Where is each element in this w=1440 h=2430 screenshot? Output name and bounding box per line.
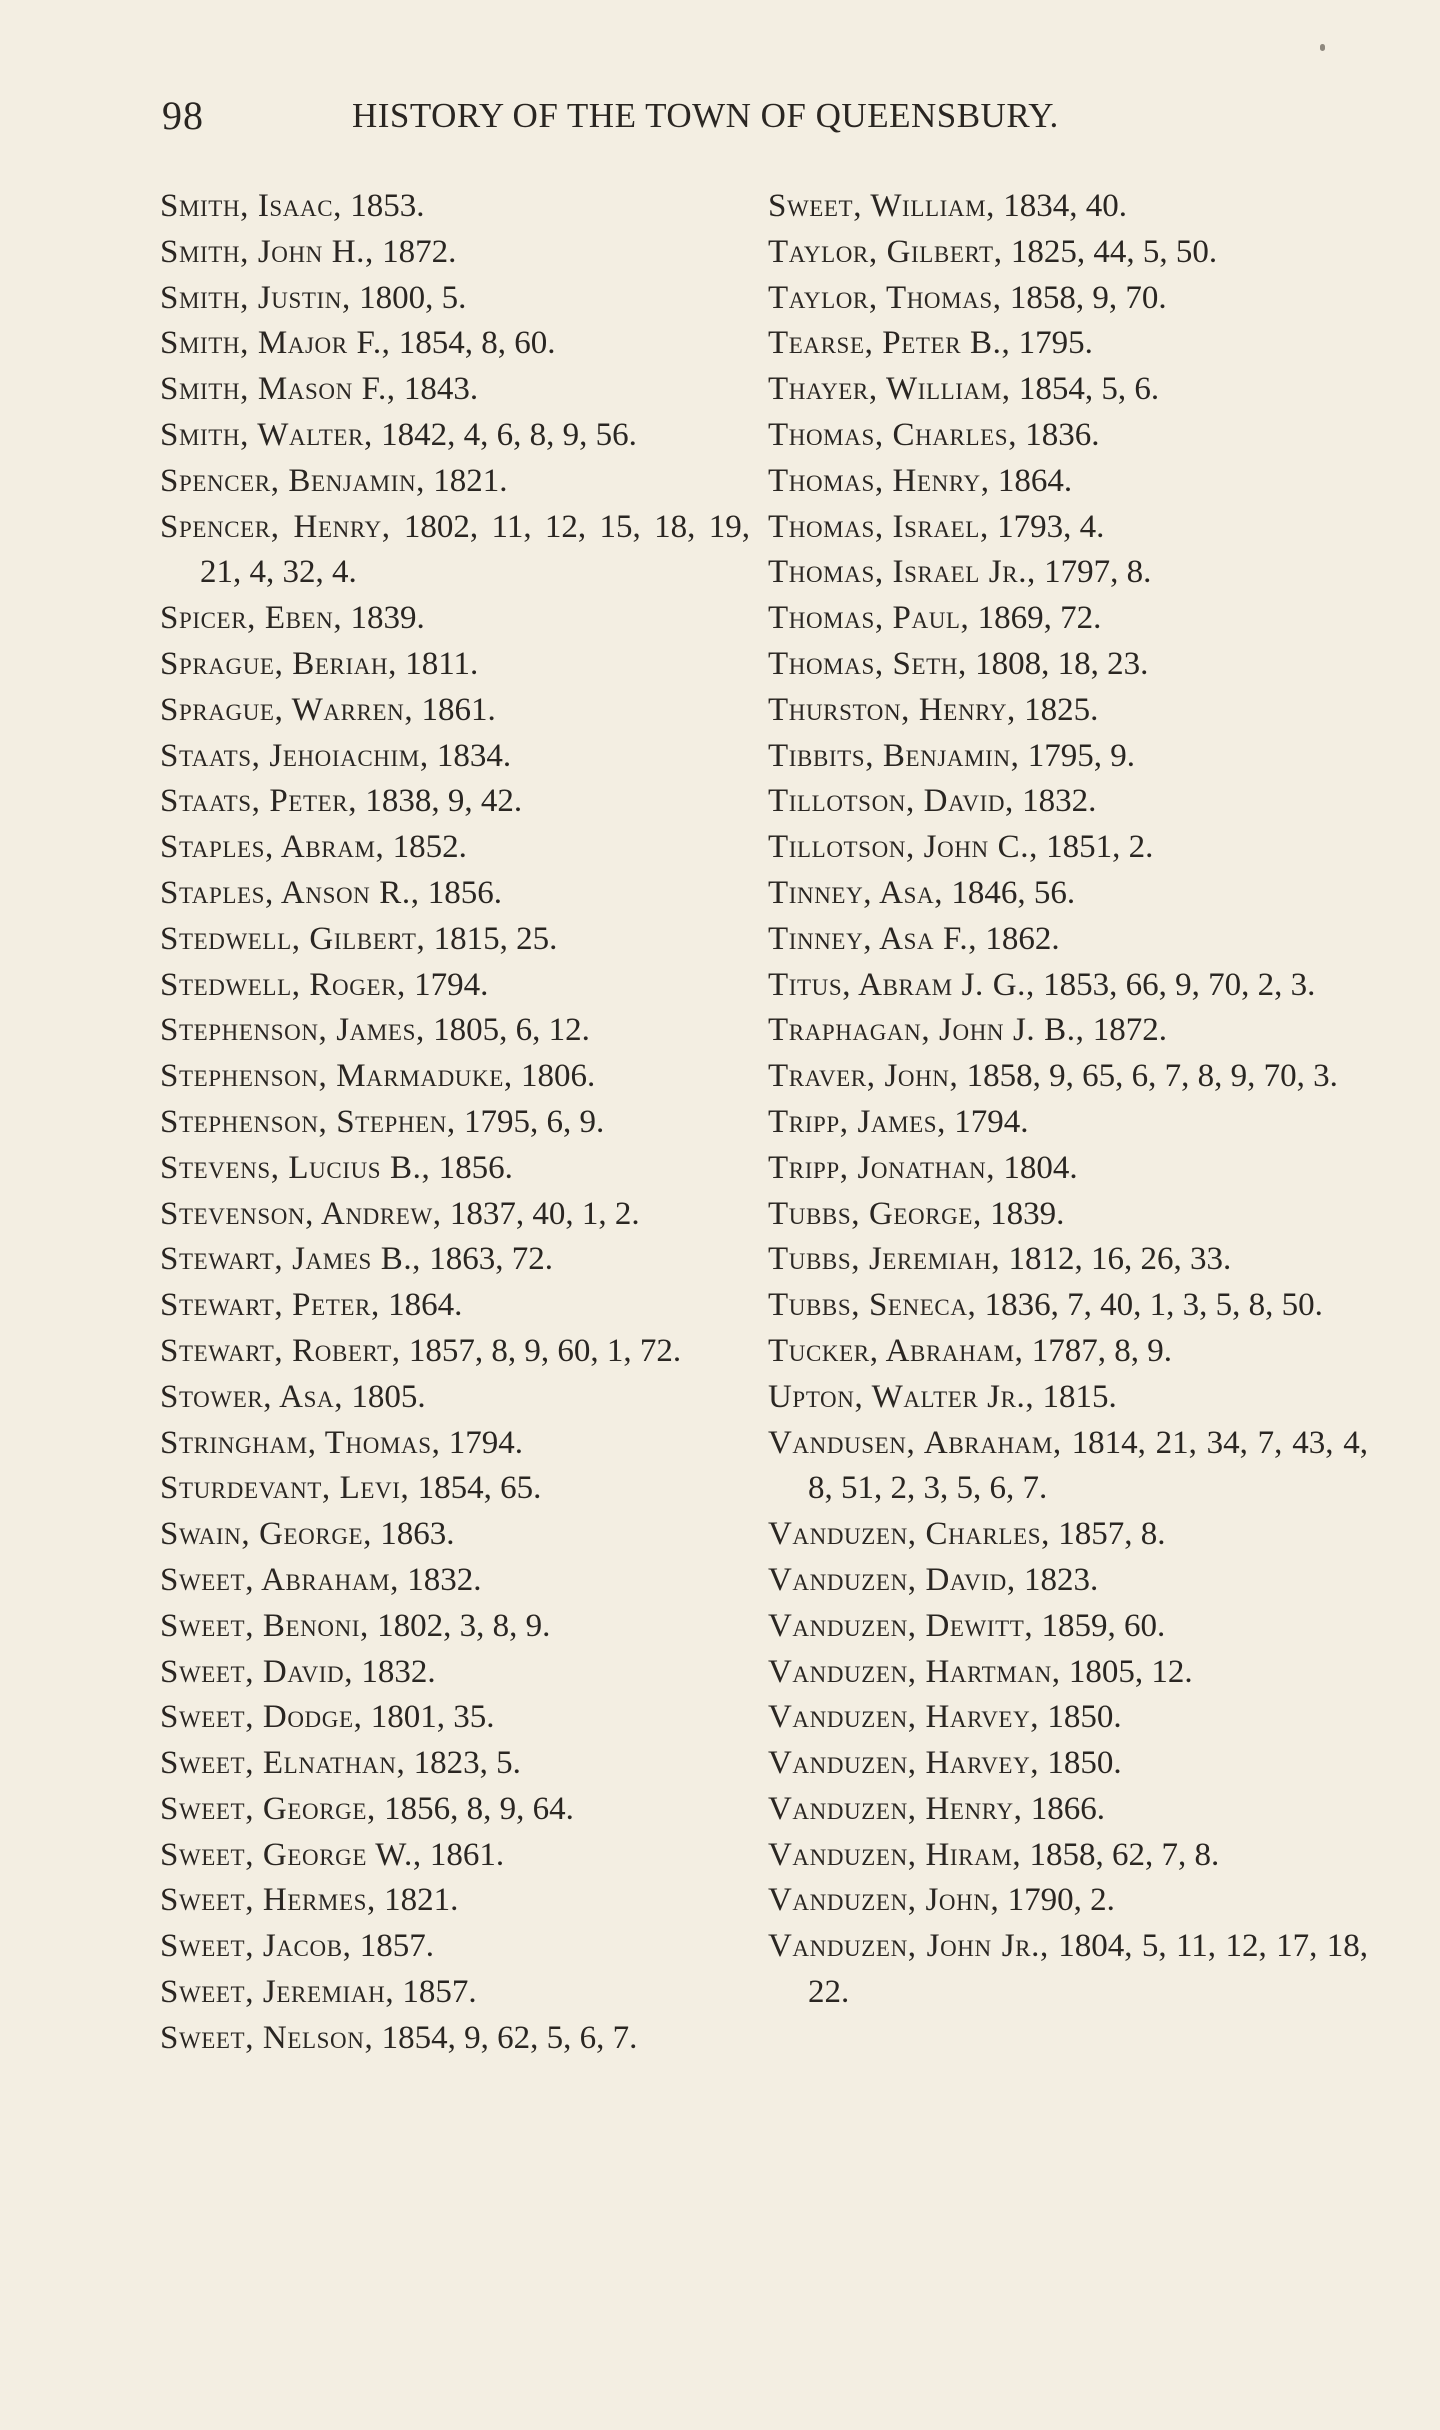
index-entry — [160, 1375, 750, 1421]
entry-name: Tubbs, Jeremiah, — [768, 1241, 1001, 1278]
entry-years: 1864. — [379, 1287, 463, 1324]
entry-years: 1836, 7, 40, 1, 3, 5, 8, 50. — [976, 1287, 1323, 1324]
entry-years: 1801, 35. — [362, 1699, 495, 1736]
entry-years: 1850. — [1039, 1745, 1122, 1782]
entry-name: Tibbits, Benjamin, — [768, 737, 1020, 774]
index-entry — [768, 734, 1368, 780]
entry-name: Staples, Abram, — [160, 829, 385, 866]
index-entry — [160, 1924, 750, 1970]
index-entry — [160, 917, 750, 963]
entry-name: Vanduzen, Charles, — [768, 1516, 1050, 1553]
index-entry — [768, 184, 1368, 230]
entry-name: Stedwell, Gilbert, — [160, 920, 426, 957]
index-entry — [768, 1100, 1368, 1146]
entry-years: 1856. — [419, 874, 503, 911]
entry-years: 1858, 9, 70. — [1001, 279, 1167, 316]
entry-name: Stedwell, Roger, — [160, 966, 406, 1003]
entry-name: Sprague, Beriah, — [160, 645, 397, 682]
entry-years: 1815, 25. — [425, 920, 558, 957]
entry-name: Tinney, Asa F., — [768, 920, 978, 957]
entry-years: 1843. — [395, 371, 479, 408]
entry-years: 1861. — [421, 1836, 505, 1873]
index-entry — [160, 1283, 750, 1329]
ink-speck — [1320, 44, 1325, 51]
entry-name: Smith, Mason F., — [160, 371, 396, 408]
entry-years: 1802, 11, 12, 15, 18, 19, 21, 4, 32, 4. — [200, 508, 750, 591]
index-entry — [160, 505, 750, 597]
index-entry — [768, 1146, 1368, 1192]
index-entry — [768, 230, 1368, 276]
entry-name: Vanduzen, Harvey, — [768, 1745, 1040, 1782]
index-entry — [768, 963, 1368, 1009]
entry-years: 1854, 9, 62, 5, 6, 7. — [373, 2019, 638, 2056]
entry-years: 1854, 8, 60. — [390, 325, 556, 362]
index-entry — [768, 596, 1368, 642]
index-entry — [768, 1741, 1368, 1787]
entry-name: Stevens, Lucius B., — [160, 1149, 431, 1186]
index-entry — [768, 550, 1368, 596]
index-entry — [160, 1650, 750, 1696]
index-entry — [160, 1970, 750, 2016]
index-entry — [160, 1237, 750, 1283]
entry-name: Spencer, Benjamin, — [160, 462, 426, 499]
index-entry — [768, 276, 1368, 322]
entry-name: Tubbs, Seneca, — [768, 1287, 977, 1324]
index-entry — [160, 1833, 750, 1879]
entry-name: Sweet, Jeremiah, — [160, 1974, 395, 2011]
entry-name: Traver, John, — [768, 1058, 959, 1095]
entry-name: Staats, Jehoiachim, — [160, 737, 429, 774]
index-entry — [768, 1787, 1368, 1833]
entry-years: 1838, 9, 42. — [357, 783, 523, 820]
index-entry — [768, 1924, 1368, 2016]
entry-name: Spicer, Eben, — [160, 600, 343, 637]
entry-name: Sweet, David, — [160, 1653, 354, 1690]
entry-name: Sweet, Hermes, — [160, 1882, 376, 1919]
entry-name: Spencer, Henry, — [160, 508, 391, 545]
index-entry — [768, 1237, 1368, 1283]
index-entry — [768, 1558, 1368, 1604]
index-entry — [160, 779, 750, 825]
entry-years: 1805, 12. — [1060, 1653, 1193, 1690]
index-entry — [160, 1008, 750, 1054]
page-number: 98 — [162, 93, 204, 138]
index-entry — [160, 276, 750, 322]
running-title: HISTORY OF THE TOWN OF QUEENSBURY. — [352, 96, 1059, 135]
entry-years: 1794. — [946, 1103, 1029, 1140]
index-entry — [160, 1421, 750, 1467]
entry-name: Sweet, Benoni, — [160, 1607, 369, 1644]
entry-name: Thomas, Israel, — [768, 508, 989, 545]
entry-years: 1857. — [351, 1928, 435, 1965]
entry-years: 1851, 2. — [1037, 829, 1154, 866]
index-entry — [160, 871, 750, 917]
index-entry — [768, 688, 1368, 734]
entry-years: 1832. — [1013, 783, 1097, 820]
index-entry — [160, 688, 750, 734]
entry-years: 1814, 21, 34, 7, 43, 4, 8, 51, 2, 3, 5, 6, 7. — [808, 1424, 1368, 1507]
entry-name: Titus, Abram J. G., — [768, 966, 1035, 1003]
entry-name: Sweet, Abraham, — [160, 1561, 399, 1598]
entry-years: 1852. — [384, 829, 467, 866]
entry-name: Sweet, William, — [768, 188, 995, 224]
index-entry — [768, 1833, 1368, 1879]
index-entry — [160, 184, 750, 230]
entry-name: Smith, Isaac, — [160, 188, 343, 224]
index-entry — [160, 1466, 750, 1512]
index-entry — [160, 734, 750, 780]
entry-years: 1859, 60. — [1033, 1607, 1166, 1644]
index-entry — [768, 1054, 1368, 1100]
entry-years: 1832. — [353, 1653, 436, 1690]
entry-years: 1825, 44, 5, 50. — [1002, 233, 1218, 270]
entry-name: Tripp, Jonathan, — [768, 1149, 996, 1186]
entry-name: Sweet, Dodge, — [160, 1699, 363, 1736]
index-entry — [768, 1512, 1368, 1558]
entry-name: Stringham, Thomas, — [160, 1424, 441, 1461]
index-entry — [160, 642, 750, 688]
entry-name: Tripp, James, — [768, 1103, 947, 1140]
index-column-left — [160, 184, 750, 2062]
index-entry — [160, 1192, 750, 1238]
entry-name: Traphagan, John J. B., — [768, 1012, 1085, 1049]
entry-name: Sweet, Nelson, — [160, 2019, 374, 2056]
index-entry — [768, 1329, 1368, 1375]
entry-years: 1805, 6, 12. — [424, 1012, 590, 1049]
entry-years: 1872. — [1084, 1012, 1167, 1049]
entry-name: Thomas, Charles, — [768, 416, 1018, 453]
entry-name: Stephenson, Stephen, — [160, 1103, 456, 1140]
entry-years: 1858, 9, 65, 6, 7, 8, 9, 70, 3. — [958, 1058, 1338, 1095]
page-header — [162, 92, 1352, 152]
entry-name: Sprague, Warren, — [160, 691, 414, 728]
index-entry — [160, 367, 750, 413]
entry-years: 1856. — [430, 1149, 513, 1186]
entry-years: 1808, 18, 23. — [966, 645, 1149, 682]
entry-years: 1790, 2. — [999, 1882, 1115, 1919]
index-entry — [160, 2016, 750, 2062]
index-entry — [768, 1878, 1368, 1924]
entry-years: 1858, 62, 7, 8. — [1021, 1836, 1220, 1873]
index-entry — [768, 1192, 1368, 1238]
entry-years: 1861. — [413, 691, 496, 728]
entry-years: 1804, 5, 11, 12, 17, 18, 22. — [808, 1928, 1368, 2011]
entry-name: Vanduzen, Hartman, — [768, 1653, 1061, 1690]
entry-name: Smith, Major F., — [160, 325, 391, 362]
entry-name: Tucker, Abraham, — [768, 1332, 1024, 1369]
entry-years: 1863. — [372, 1516, 455, 1553]
entry-years: 1862. — [977, 920, 1060, 957]
entry-years: 1793, 4. — [988, 508, 1105, 545]
index-entry — [768, 1650, 1368, 1696]
entry-years: 1837, 40, 1, 2. — [441, 1195, 640, 1232]
index-entry — [160, 1695, 750, 1741]
index-entry — [160, 1878, 750, 1924]
entry-name: Smith, Justin, — [160, 279, 351, 316]
entry-years: 1857, 8, 9, 60, 1, 72. — [400, 1332, 682, 1369]
entry-years: 1821. — [375, 1882, 459, 1919]
entry-years: 1795, 6, 9. — [455, 1103, 605, 1140]
index-entry — [160, 1741, 750, 1787]
entry-name: Thurston, Henry, — [768, 691, 1016, 728]
entry-years: 1794. — [405, 966, 489, 1003]
entry-name: Vanduzen, John, — [768, 1882, 1000, 1919]
index-entry — [768, 871, 1368, 917]
entry-name: Sweet, George, — [160, 1790, 376, 1827]
entry-years: 1805. — [343, 1378, 426, 1415]
entry-name: Stephenson, Marmaduke, — [160, 1058, 513, 1095]
index-entry — [768, 779, 1368, 825]
entry-years: 1821. — [425, 462, 508, 499]
entry-years: 1800, 5. — [350, 279, 467, 316]
entry-name: Upton, Walter Jr., — [768, 1378, 1035, 1415]
entry-name: Tubbs, George, — [768, 1195, 982, 1232]
entry-years: 1850. — [1039, 1699, 1122, 1736]
entry-years: 1804. — [995, 1149, 1078, 1186]
entry-years: 1866. — [1022, 1790, 1106, 1827]
entry-years: 1797, 8. — [1035, 554, 1152, 591]
entry-name: Stower, Asa, — [160, 1378, 344, 1415]
entry-years: 1815. — [1034, 1378, 1117, 1415]
index-entry — [768, 642, 1368, 688]
entry-years: 1853. — [342, 188, 425, 224]
entry-years: 1825. — [1015, 691, 1099, 728]
index-entry — [160, 1329, 750, 1375]
index-entry — [160, 596, 750, 642]
entry-years: 1834, 40. — [995, 188, 1127, 224]
entry-name: Vanduzen, John Jr., — [768, 1928, 1049, 1965]
entry-name: Vandusen, Abraham, — [768, 1424, 1062, 1461]
index-column-right — [768, 184, 1368, 2016]
entry-name: Thomas, Seth, — [768, 645, 967, 682]
entry-name: Vanduzen, Dewitt, — [768, 1607, 1034, 1644]
entry-name: Smith, John H., — [160, 233, 374, 270]
index-entry — [768, 825, 1368, 871]
index-entry — [160, 963, 750, 1009]
entry-years: 1846, 56. — [943, 874, 1076, 911]
entry-years: 1856, 8, 9, 64. — [375, 1790, 574, 1827]
entry-years: 1832. — [398, 1561, 482, 1598]
entry-name: Sweet, Elnathan, — [160, 1745, 406, 1782]
entry-name: Thomas, Henry, — [768, 462, 990, 499]
entry-years: 1872. — [373, 233, 457, 270]
entry-name: Vanduzen, David, — [768, 1561, 1016, 1598]
entry-name: Stephenson, James, — [160, 1012, 425, 1049]
entry-name: Smith, Walter, — [160, 416, 373, 453]
index-entry — [768, 1695, 1368, 1741]
entry-years: 1823, 5. — [405, 1745, 521, 1782]
entry-name: Tillotson, John C., — [768, 829, 1038, 866]
entry-name: Thomas, Israel Jr., — [768, 554, 1036, 591]
index-entry — [160, 825, 750, 871]
entry-years: 1854, 65. — [409, 1470, 542, 1507]
entry-years: 1802, 3, 8, 9. — [368, 1607, 551, 1644]
index-entry — [160, 1787, 750, 1833]
index-entry — [160, 459, 750, 505]
entry-years: 1853, 66, 9, 70, 2, 3. — [1034, 966, 1316, 1003]
entry-years: 1839. — [981, 1195, 1065, 1232]
entry-years: 1834. — [428, 737, 512, 774]
entry-name: Vanduzen, Harvey, — [768, 1699, 1040, 1736]
entry-years: 1795, 9. — [1019, 737, 1135, 774]
entry-years: 1811. — [397, 645, 479, 682]
index-entry — [768, 367, 1368, 413]
entry-name: Staats, Peter, — [160, 783, 358, 820]
entry-name: Tinney, Asa, — [768, 874, 944, 911]
index-entry — [768, 505, 1368, 551]
entry-name: Sweet, Jacob, — [160, 1928, 352, 1965]
entry-years: 1864. — [989, 462, 1073, 499]
entry-years: 1863, 72. — [421, 1241, 554, 1278]
entry-name: Thomas, Paul, — [768, 600, 970, 637]
index-entry — [768, 1283, 1368, 1329]
entry-name: Swain, George, — [160, 1516, 373, 1553]
entry-years: 1857. — [394, 1974, 477, 2011]
entry-years: 1839. — [342, 600, 425, 637]
entry-years: 1836. — [1017, 416, 1100, 453]
index-entry — [160, 1100, 750, 1146]
entry-name: Tearse, Peter B., — [768, 325, 1011, 362]
entry-name: Staples, Anson R., — [160, 874, 420, 911]
entry-name: Thayer, William, — [768, 371, 1011, 408]
entry-name: Tillotson, David, — [768, 783, 1014, 820]
index-entry — [160, 1512, 750, 1558]
entry-years: 1857, 8. — [1050, 1516, 1166, 1553]
entry-name: Taylor, Thomas, — [768, 279, 1002, 316]
index-entry — [768, 459, 1368, 505]
entry-years: 1842, 4, 6, 8, 9, 56. — [372, 416, 637, 453]
entry-years: 1812, 16, 26, 33. — [1000, 1241, 1232, 1278]
index-entry — [160, 230, 750, 276]
index-entry — [768, 1604, 1368, 1650]
entry-years: 1806. — [512, 1058, 596, 1095]
entry-name: Sturdevant, Levi, — [160, 1470, 410, 1507]
entry-years: 1869, 72. — [969, 600, 1102, 637]
index-entry — [768, 1008, 1368, 1054]
index-entry — [768, 321, 1368, 367]
entry-name: Stewart, James B., — [160, 1241, 422, 1278]
index-entry — [160, 1146, 750, 1192]
index-entry — [768, 917, 1368, 963]
entry-years: 1794. — [440, 1424, 523, 1461]
entry-years: 1795. — [1010, 325, 1093, 362]
index-entry — [768, 1375, 1368, 1421]
entry-name: Stewart, Peter, — [160, 1287, 380, 1324]
entry-name: Sweet, George W., — [160, 1836, 422, 1873]
index-entry — [160, 1558, 750, 1604]
entry-name: Stewart, Robert, — [160, 1332, 401, 1369]
entry-years: 1854, 5, 6. — [1010, 371, 1160, 408]
entry-years: 1823. — [1015, 1561, 1099, 1598]
entry-name: Stevenson, Andrew, — [160, 1195, 442, 1232]
index-entry — [768, 413, 1368, 459]
index-entry — [160, 321, 750, 367]
index-entry — [160, 1054, 750, 1100]
entry-name: Taylor, Gilbert, — [768, 233, 1003, 270]
index-entry — [768, 1421, 1368, 1513]
index-entry — [160, 413, 750, 459]
entry-name: Vanduzen, Henry, — [768, 1790, 1023, 1827]
entry-years: 1787, 8, 9. — [1023, 1332, 1172, 1369]
index-entry — [160, 1604, 750, 1650]
entry-name: Vanduzen, Hiram, — [768, 1836, 1022, 1873]
